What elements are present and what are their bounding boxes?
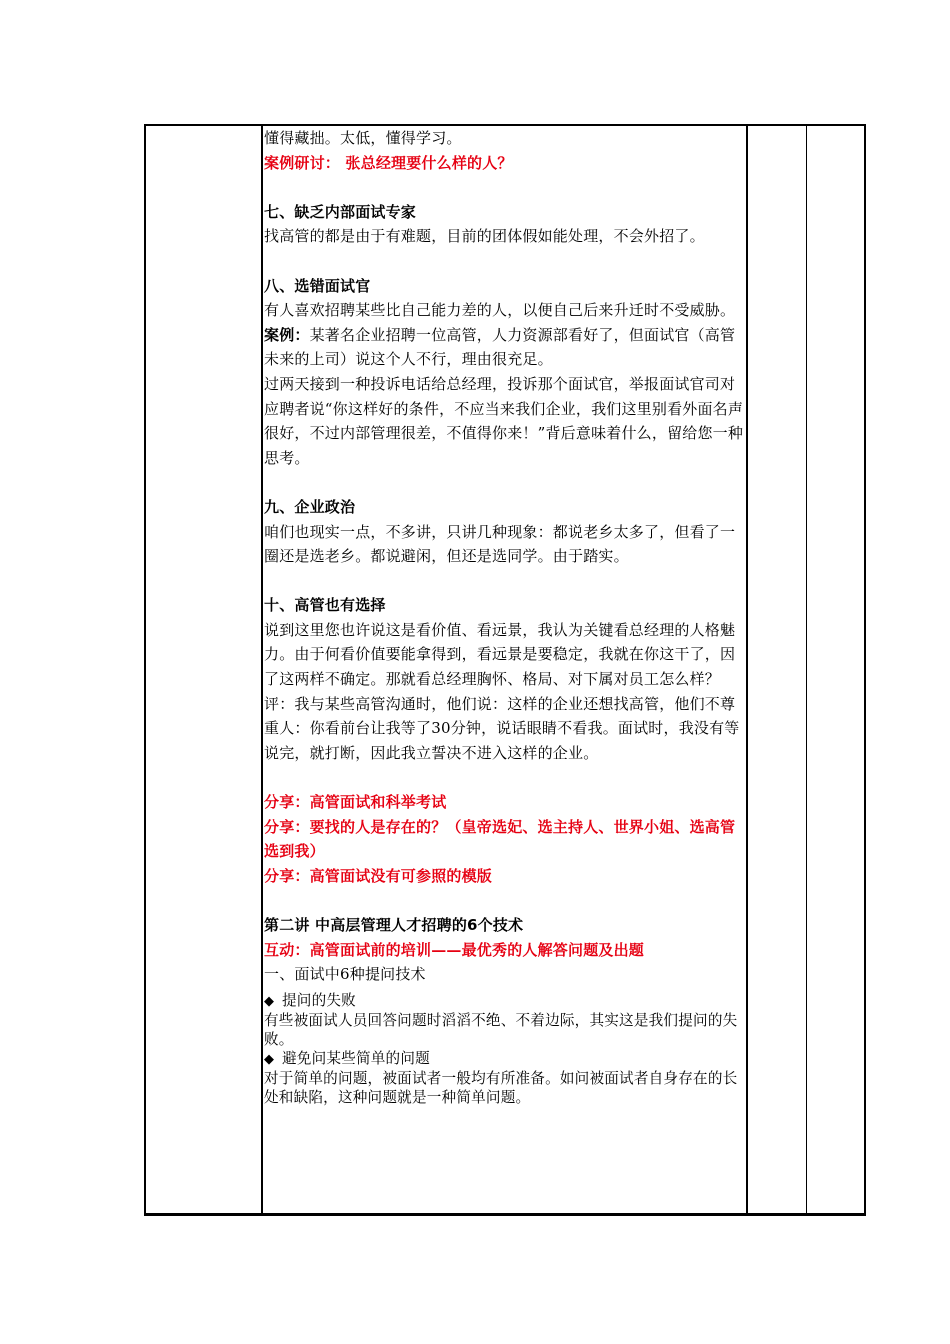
share-item: 分享：要找的人是存在的？（皇帝选妃、选主持人、世界小姐、选高管选到我） [264,817,736,861]
section-heading-10: 十、高管也有选择 [264,596,386,615]
paragraph: 找高管的都是由于有难题，目前的团体假如能处理，不会外招了。 [264,227,705,246]
document-body [264,126,746,1107]
paragraph: 有人喜欢招聘某些比自己能力差的人，以便自己后来升迁时不受威胁。 [264,301,736,320]
paragraph: 咱们也现实一点，不多讲，只讲几种现象：都说老乡太多了，但看了一圈还是选老乡。都说避闲，但还是选同学。由于踏实。 [264,522,736,566]
paragraph: 懂得藏拙。太低，懂得学习。 [264,129,462,147]
diamond-bullet-icon: ◆ [264,993,275,1009]
bullet-item [264,1049,746,1069]
case-study-heading: 案例研讨： 张总经理要什么样的人？ [264,153,513,172]
section-heading-9: 九、企业政治 [264,497,356,516]
column-divider-right-1 [746,124,748,1216]
share-item: 分享：高管面试和科举考试 [264,793,447,812]
bullet-item [264,991,746,1011]
paragraph: 说到这里您也许说这是看价值、看远景，我认为关键看总经理的人格魅力。由于何看价值要能拿得到，看远景是要稳定，我就在你这干了，因了这两样不确定。那就看总经理胸怀、格局、对下属对员工怎么样？ [264,620,736,689]
paragraph: 对于简单的问题，被面试者一般均有所准备。如问被面试者自身存在的长处和缺陷，这种问题就是一种简单问题。 [264,1069,738,1106]
paragraph: 评：我与某些高管沟通时，他们说：这样的企业还想找高管，他们不尊重人：你看前台让我等了30分钟，说话眼睛不看我。面试时，我没有等说完，就打断，因此我立誓决不进入这样的企业。 [264,694,740,762]
paragraph: 过两天接到一种投诉电话给总经理，投诉那个面试官，举报面试官司对应聘者说“你这样好的条件，不应当来我们企业，我们这里别看外面名声很好，不过内部管理很差，不值得你来！”背后意味着什么，留给您一种思考。 [264,374,744,467]
section-heading-7: 七、缺乏内部面试专家 [264,202,417,221]
column-divider-right-2 [806,124,807,1216]
bullet-title: 避免问某些简单的问题 [282,1049,430,1067]
share-item: 分享：高管面试没有可参照的模版 [264,866,493,885]
diamond-bullet-icon: ◆ [264,1051,275,1067]
section-heading-8: 八、选错面试官 [264,276,371,295]
paragraph: 有些被面试人员回答问题时滔滔不绝、不着边际，其实这是我们提问的失败。 [264,1011,738,1048]
bullet-title: 提问的失败 [282,991,356,1009]
column-divider-left [261,124,263,1216]
case-text: 某著名企业招聘一位高管，人力资源部看好了，但面试官（高管未来的上司）说这个人不行，理由很充足。 [264,325,736,369]
paragraph [264,323,746,372]
lecture-heading: 第二讲 中高层管理人才招聘的6个技术 [264,916,524,934]
interaction-heading: 互动：高管面试前的培训——最优秀的人解答问题及出题 [264,940,645,959]
case-label: 案例： [264,325,310,344]
subsection-heading: 一、面试中6种提问技术 [264,965,426,984]
